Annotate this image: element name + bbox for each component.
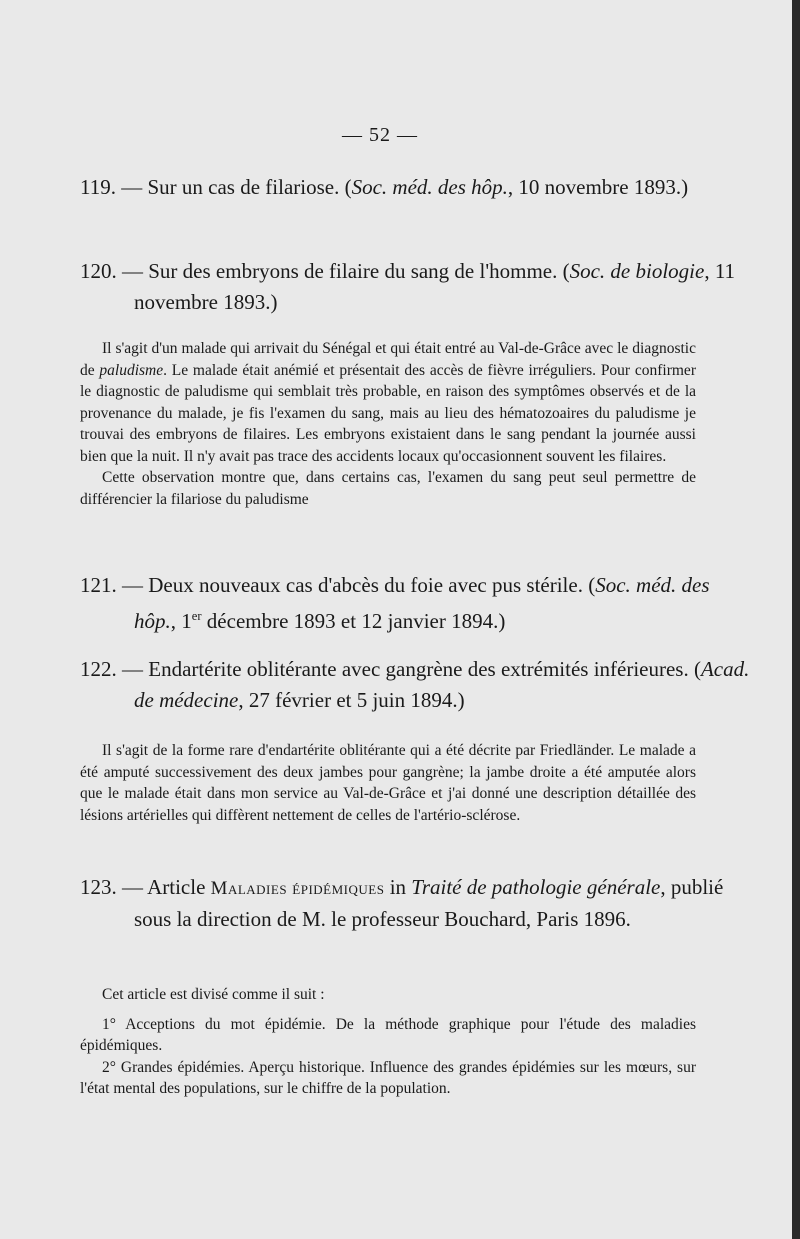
- article-title: Maladies épidémiques: [210, 878, 385, 899]
- paragraph: Cette observation montre que, dans certains cas, l'examen du sang peut seul permettre de différencier la filariose du paludisme: [80, 469, 696, 508]
- citation-source: Traité de pathologie générale: [411, 875, 661, 899]
- paragraph: Il s'agit d'un malade qui arrivait du Sénégal et qui était entré au Val-de-Grâce avec le diagnostic de paludisme. Le malade était anémié et présentait des accès de fièvre irréguliers. Pour confirmer le diagnostic de paludisme qui semblait très probable, en raison des symptômes observés et de la provenance du malade, je fis l'examen du sang, mais au lieu des hématozoaires du paludisme je trouvai des embryons de filaires. Les embryons existaient dans le sang pendant la journée aussi bien que la nuit. Il n'y avait pas trace des accidents locaux qu'occasionnent souvent les filaires.: [80, 340, 696, 465]
- entry-120: 120. — Sur des embryons de filaire du sang de l'homme. (Soc. de biologie, 11 novembre 1893.): [80, 259, 736, 314]
- paragraph: Cet article est divisé comme il suit :: [102, 986, 325, 1003]
- citation-source: Soc. méd. des hôp.: [351, 175, 508, 199]
- page-number: — 52 —: [342, 124, 418, 146]
- description-123: [80, 984, 696, 1100]
- list-item: 2° Grandes épidémies. Aperçu historique. Influence des grandes épidémies sur les mœurs, sur l'état mental des populations, sur le chiffre de la population.: [80, 1058, 696, 1097]
- citation-source: Acad. de médecine: [134, 657, 750, 712]
- entry-number: 123.: [80, 875, 117, 899]
- entry-number: 120.: [80, 259, 117, 283]
- paragraph: Il s'agit de la forme rare d'endartérite oblitérante qui a été décrite par Friedländer. Le malade a été amputé successivement des deux jambes pour gangrène; la jambe droite a été amputée alors que le malade était dans mon service au Val-de-Grâce et j'ai donné une description détaillée des lésions artérielles qui diffèrent nettement de celles de l'artério-sclérose.: [80, 742, 696, 824]
- citation-source: Soc. de biologie: [569, 259, 705, 283]
- description-122: [80, 740, 696, 826]
- entry-number: 122.: [80, 657, 117, 681]
- description-120: [80, 338, 696, 510]
- entry-119: 119. — Sur un cas de filariose. (Soc. méd. des hôp., 10 novembre 1893.): [80, 175, 689, 199]
- entry-122: 122. — Endartérite oblitérante avec gangrène des extrémités inférieures. (Acad. de médecine, 27 février et 5 juin 1894.): [80, 657, 750, 712]
- citation-source: Soc. méd. des hôp.: [134, 573, 710, 633]
- list-item: 1° Acceptions du mot épidémie. De la méthode graphique pour l'étude des maladies épidémiques.: [80, 1015, 696, 1054]
- entry-number: 119.: [80, 175, 116, 199]
- entry-121: 121. — Deux nouveaux cas d'abcès du foie avec pus stérile. (Soc. méd. des hôp., 1er décembre 1893 et 12 janvier 1894.): [80, 573, 710, 633]
- entry-123: 123. — Article Maladies épidémiques in Traité de pathologie générale, publié sous la direction de M. le professeur Bouchard, Paris 1896.: [80, 875, 724, 931]
- entry-number: 121.: [80, 573, 117, 597]
